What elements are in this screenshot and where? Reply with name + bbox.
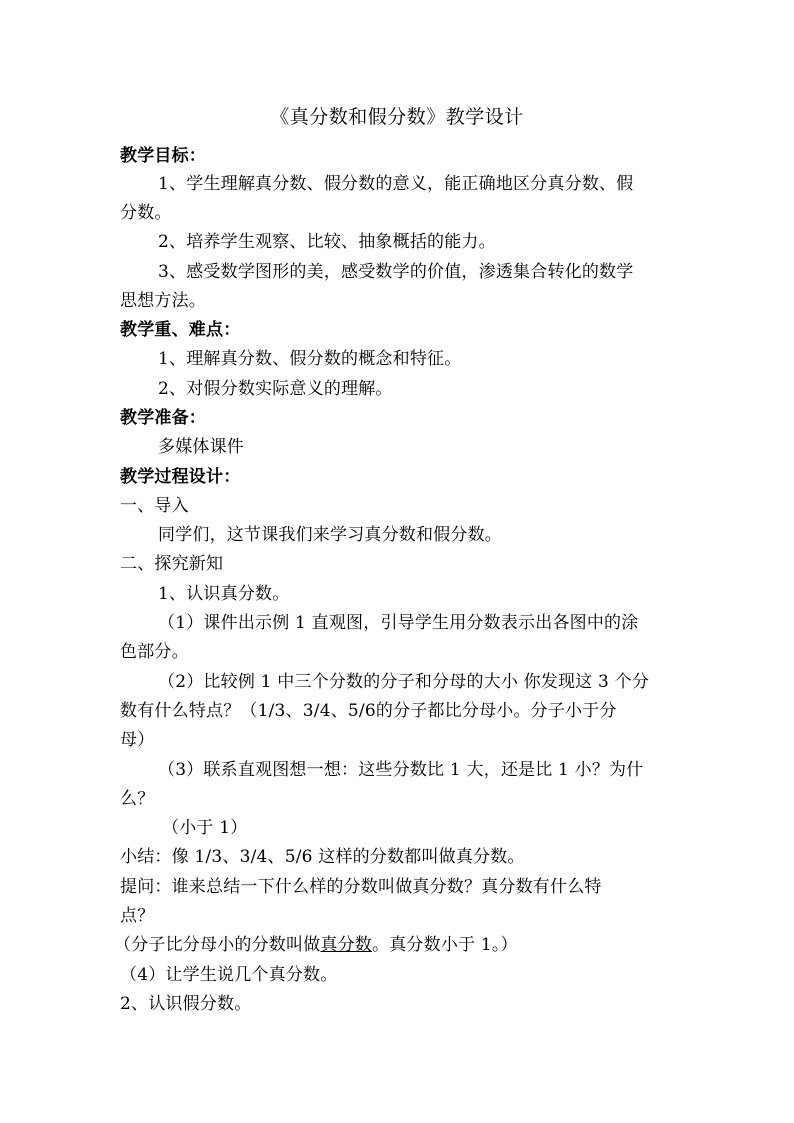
keypoint-1: 1、理解真分数、假分数的概念和特征。: [158, 349, 462, 369]
point-2-line-2: 数有什么特点？（1/3、3/4、5/6的分子都比分母小。分子小于分: [120, 701, 617, 721]
process-heading: 教学过程设计：: [120, 467, 241, 487]
answer-suffix: 。真分数小于 1。）: [372, 935, 518, 955]
goal-3-line-2: 思想方法。: [120, 291, 206, 311]
goal-2: 2、培养学生观察、比较、抽象概括的能力。: [158, 232, 496, 252]
point-3-answer: （小于 1）: [162, 818, 248, 838]
point-2-line-3: 母）: [120, 730, 155, 750]
goal-1-line-2: 分数。: [120, 203, 172, 223]
keypoints-heading: 教学重、难点：: [120, 320, 241, 340]
point-2-line-1: （2）比较例 1 中三个分数的分子和分母的大小 你发现这 3 个分: [158, 672, 650, 692]
point-1-line-2: 色部分。: [120, 642, 189, 662]
section-2-subheading-1: 1、认识真分数。: [158, 584, 290, 604]
answer-prefix: （分子比分母小的分数叫做: [114, 935, 321, 955]
goal-3-line-1: 3、感受数学图形的美，感受数学的价值，渗透集合转化的数学: [158, 262, 634, 282]
document-title: 《真分数和假分数》教学设计: [270, 106, 524, 128]
section-1-title: 一、导入: [120, 496, 189, 516]
answer-term: 真分数: [320, 935, 373, 955]
section-2-subheading-2: 2、认识假分数。: [120, 994, 252, 1014]
point-3-line-1: （3）联系直观图想一想：这些分数比 1 大，还是比 1 小？为什: [158, 760, 644, 780]
summary-text: 小结：像 1/3、3/4、5/6 这样的分数都叫做真分数。: [120, 847, 525, 867]
goals-heading: 教学目标：: [120, 146, 206, 166]
question-line-1: 提问：谁来总结一下什么样的分数叫做真分数？真分数有什么特: [120, 877, 602, 897]
question-line-2: 点？: [120, 906, 155, 926]
point-1-line-1: （1）课件出示例 1 直观图，引导学生用分数表示出各图中的涂: [158, 613, 639, 633]
keypoint-2: 2、对假分数实际意义的理解。: [158, 379, 393, 399]
answer-line: [114, 934, 518, 956]
section-1-text: 同学们，这节课我们来学习真分数和假分数。: [158, 525, 502, 545]
section-2-title: 二、探究新知: [120, 554, 224, 574]
preparation-item: 多媒体课件: [158, 437, 244, 457]
goal-1-line-1: 1、学生理解真分数、假分数的意义，能正确地区分真分数、假: [158, 174, 634, 194]
point-3-line-2: 么？: [120, 789, 155, 809]
preparation-heading: 教学准备：: [120, 408, 206, 428]
point-4: （4）让学生说几个真分数。: [120, 965, 338, 985]
